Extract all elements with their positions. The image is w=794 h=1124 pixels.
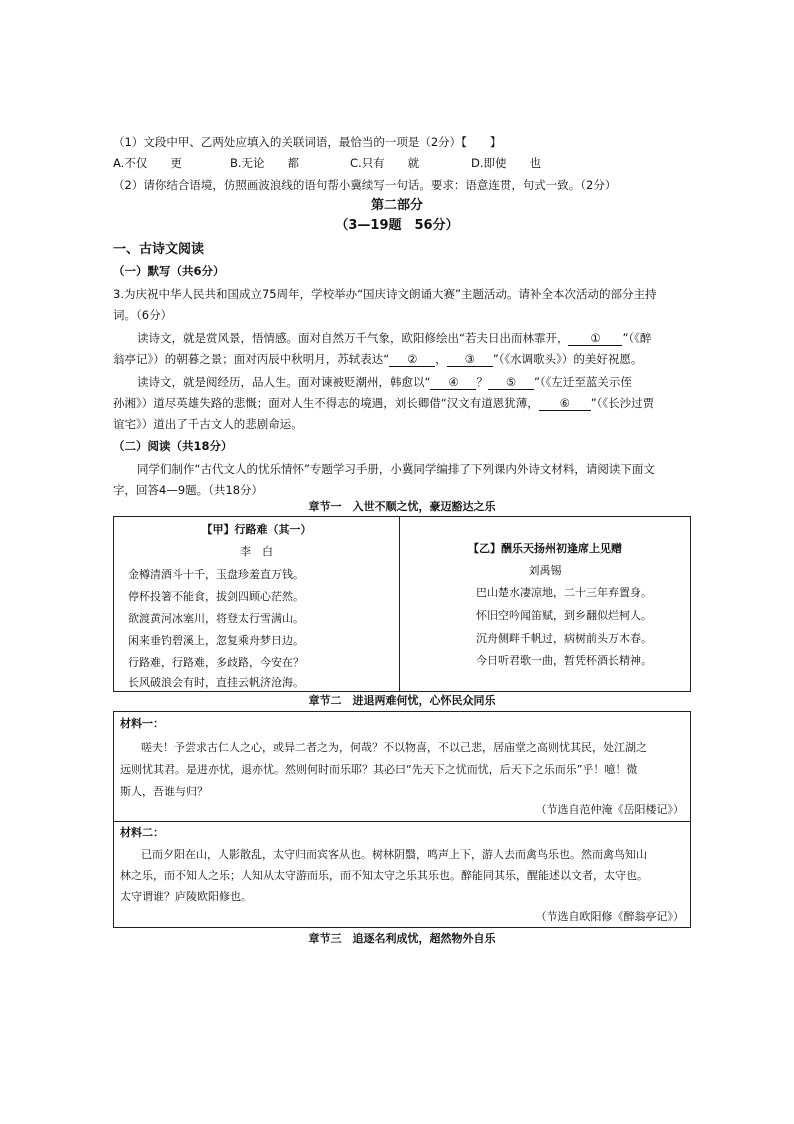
- material-1-line: 斯人，吾谁与归？: [120, 785, 208, 798]
- text-segment: 读诗文，就是赏风景，悟情感。面对自然万千气象，欧阳修绘出“若夫日出而林霏开，: [137, 331, 569, 345]
- fill-blank-4[interactable]: ④: [430, 375, 476, 390]
- text-segment: ”（《长沙过贾: [590, 396, 655, 410]
- text-segment: ？: [476, 375, 488, 389]
- poem-a-line: 长风破浪会有时，直挂云帆济沧海。: [128, 676, 304, 689]
- reading-intro-line-2: 字，回答4—9题。（共18分）: [113, 483, 264, 497]
- material-1-line: 远则忧其君。是进亦忧，退亦忧。然则何时而乐耶？其必曰“先天下之忧而忧，后天下之乐而乐”乎！噫！微: [120, 763, 638, 776]
- option-text: 不仅 更: [124, 156, 182, 170]
- option-letter: D.: [471, 156, 484, 170]
- text-segment: ”（《左迁至蓝关示侄: [533, 375, 632, 389]
- chapter-2-title: 章节二 进退两难何忧，心怀民众同乐: [308, 694, 496, 707]
- question-3-line-2: 词。（6分）: [113, 308, 173, 322]
- option-text: 只有 就: [361, 156, 420, 170]
- poem-a-title: 【甲】行路难（其一）: [201, 523, 312, 536]
- poem-b-author: 刘禹锡: [528, 564, 562, 577]
- dictation-paragraph-2-line-3: 谊宅》）道出了千古文人的悲剧命运。: [113, 417, 303, 431]
- fill-blank-2[interactable]: ②: [389, 352, 435, 367]
- text-segment: ，: [435, 352, 447, 366]
- option-letter: B.: [230, 156, 242, 170]
- question-1-option-a: [113, 154, 182, 172]
- poem-b-line: 巴山楚水凄凉地，二十三年弃置身。: [476, 586, 652, 599]
- section-heading: 一、古诗文阅读: [113, 242, 205, 257]
- fill-blank-3[interactable]: ③: [447, 352, 493, 367]
- dictation-paragraph-1-line-1: [137, 329, 651, 347]
- poem-a-line: 闲来垂钓碧溪上，忽复乘舟梦日边。: [128, 634, 304, 647]
- question-1-option-b: [230, 154, 299, 172]
- reading-intro-line-1: 同学们制作“古代文人的忧乐情怀”专题学习手册，小冀同学编排了下列课内外诗文材料，请阅读下面文: [137, 462, 655, 476]
- subsection-reading-heading: （二）阅读（共18分）: [113, 439, 233, 453]
- material-2-line: 太守谓谁？庐陵欧阳修也。: [120, 890, 252, 903]
- question-2-stem: （2）请你结合语境，仿照画波浪线的语句帮小冀续写一句话。要求：语意连贯，句式一致。（2分）: [113, 178, 617, 192]
- fill-blank-5[interactable]: ⑤: [488, 375, 534, 390]
- poem-b-line: 今日听君歌一曲，暂凭杯酒长精神。: [476, 654, 652, 667]
- poem-b-title: 【乙】酬乐天扬州初逢席上见赠: [468, 542, 622, 555]
- text-segment: 读诗文，就是阅经历，品人生。面对谏被贬潮州，韩愈以“: [137, 375, 431, 389]
- chapter-1-title: 章节一 入世不顺之忧，豪迈豁达之乐: [308, 500, 496, 513]
- dictation-paragraph-2-line-2: [113, 394, 654, 412]
- option-letter: A.: [113, 156, 125, 170]
- part-two-title: 第二部分: [370, 198, 423, 213]
- poem-b-line: 怀旧空吟闻笛赋，到乡翻似烂柯人。: [476, 609, 652, 622]
- part-two-subtitle: （3—19题 56分）: [335, 218, 459, 233]
- chapter-3-title: 章节三 追逐名利成忧，超然物外自乐: [308, 932, 496, 945]
- question-1-stem: （1）文段中甲、乙两处应填入的关联词语，最恰当的一项是（2分）【 】: [113, 135, 502, 149]
- fill-blank-6[interactable]: ⑥: [539, 396, 591, 411]
- option-text: 即使 也: [483, 156, 542, 170]
- text-segment: ”（《水调歌头》）的美好祝愿。: [492, 352, 643, 366]
- poem-a-line: 欲渡黄河冰塞川，将登太行雪满山。: [128, 612, 304, 625]
- text-segment: 翁亭记》）的朝暮之景；面对丙辰中秋明月，苏轼表达“: [113, 352, 390, 366]
- poem-a-author: 李 白: [240, 545, 273, 558]
- text-segment: 孙湘》）道尽英雄失路的悲慨；面对人生不得志的境遇，刘长卿借“汉文有道恩犹薄，: [113, 396, 539, 410]
- question-1-option-d: [471, 154, 541, 172]
- poem-a-line: 停杯投箸不能食，拔剑四顾心茫然。: [128, 590, 304, 603]
- materials-table-divider: [113, 821, 691, 822]
- poem-a-line: 金樽清酒斗十千，玉盘珍羞直万钱。: [128, 568, 304, 581]
- material-2-line: 已而夕阳在山，人影散乱，太守归而宾客从也。树林阴翳，鸣声上下，游人去而禽鸟乐也。然而禽鸟知山: [141, 848, 647, 861]
- option-letter: C.: [350, 156, 362, 170]
- option-text: 无论 都: [241, 156, 300, 170]
- poem-a-line: 行路难，行路难，多歧路，今安在？: [128, 656, 304, 669]
- text-segment: ”（《醉: [622, 331, 652, 345]
- question-1-option-c: [350, 154, 419, 172]
- dictation-paragraph-1-line-2: [113, 350, 642, 368]
- poem-b-line: 沉舟侧畔千帆过，病树前头万木春。: [476, 632, 652, 645]
- material-2-source: （节选自欧阳修《醉翁亭记》）: [535, 910, 684, 923]
- material-2-line: 林之乐，而不知人之乐；人知从太守游而乐，而不知太守之乐其乐也。醉能同其乐，醒能述以文者，太守也。: [120, 869, 648, 882]
- material-1-line: 嗟夫！予尝求古仁人之心，或异二者之为，何哉？不以物喜，不以己悲，居庙堂之高则忧其民，处江湖之: [141, 741, 647, 754]
- material-2-label: 材料二：: [120, 826, 164, 839]
- fill-blank-1[interactable]: ①: [568, 331, 622, 346]
- subsection-dictation-heading: （一）默写（共6分）: [113, 264, 225, 278]
- question-3-line-1: 3.为庆祝中华人民共和国成立75周年，学校举办“国庆诗文朗诵大赛”主题活动。请补全本次活动的部分主持: [113, 287, 657, 301]
- dictation-paragraph-2-line-1: [137, 373, 632, 391]
- material-1-source: （节选自范仲淹《岳阳楼记》）: [535, 803, 684, 816]
- material-1-label: 材料一：: [120, 717, 164, 730]
